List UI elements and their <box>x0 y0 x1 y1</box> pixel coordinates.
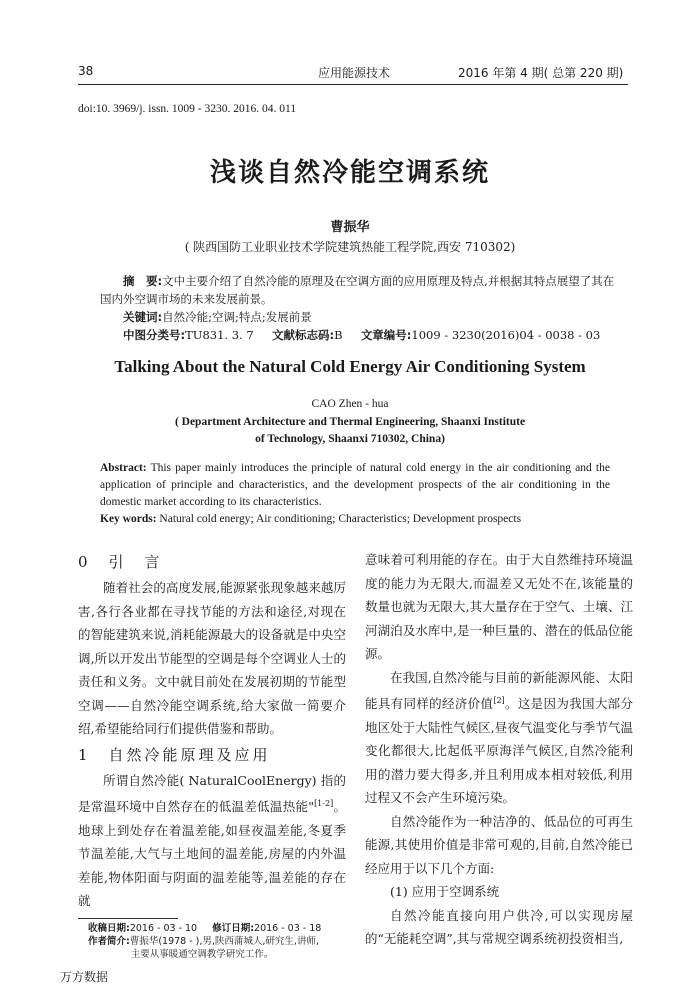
author-bio-2: 主要从事暖通空调教学研究工作。 <box>130 949 274 960</box>
paper-title-en: Talking About the Natural Cold Energy Air Conditioning System <box>114 357 586 376</box>
section-0-paragraph: 随着社会的高度发展,能源紧张现象越来越厉害,各行各业都在寻找节能的方法和途径,对现在的智能建筑来说,消耗能源最大的设备就是中央空调,所以开发出节能型的空调是每个空调业人士的责任和义务。文中就目前处在发展初期的节能型空调——自然冷能空调系统,给大家做一简要介绍,希望能给同行们提供借鉴和帮助。 <box>78 580 346 736</box>
doccode-value: B <box>334 328 343 342</box>
header-rule <box>78 84 628 85</box>
issue-info: 2016 年第 4 期( 总第 220 期) <box>458 66 624 80</box>
paper-title-zh: 浅谈自然冷能空调系统 <box>209 158 490 188</box>
author-en: CAO Zhen - hua <box>311 398 389 410</box>
article-no-value: 1009 - 3230(2016)04 - 0038 - 03 <box>411 328 601 342</box>
article-no-label: 文章编号: <box>360 328 412 342</box>
author-bio-1: 曹振华(1978 - ),男,陕西蒲城人,研究生,讲师, <box>129 936 319 947</box>
citation-2: [2] <box>493 696 505 705</box>
abstract-zh-text: 文中主要介绍了自然冷能的原理及在空调方面的应用原理及特点,并根据其特点展望了其在国内外空调市场的未来发展前景。 <box>100 274 615 306</box>
watermark: 万方数据 <box>60 970 109 984</box>
section-1-paragraph <box>78 769 346 913</box>
affiliation-zh: ( 陕西国防工业职业技术学院建筑热能工程学院,西安 710302) <box>184 240 516 254</box>
journal-name: 应用能源技术 <box>318 66 391 80</box>
citation-1-2: [1-2] <box>314 799 334 808</box>
revised-date: 2016 - 03 - 18 <box>254 923 322 934</box>
clc-value: TU831. 3. 7 <box>185 328 254 342</box>
abstract-en-text: This paper mainly introduces the principle of natural cold energy in the air conditioning and the application of principle and characteristics, and the development prospects of the air conditioning in the domestic market according to its characteristics. <box>100 462 610 508</box>
section-1-text-a: 所谓自然冷能( NaturalCoolEnergy) 指的是常温环境中自然存在的低温差低温热能" <box>78 772 346 815</box>
clc-label: 中图分类号: <box>123 328 186 342</box>
right-paragraph-4: 自然冷能直接向用户供冷,可以实现房屋的“无能耗空调”,其与常规空调系统初投资相当, <box>365 907 633 947</box>
section-1-text-b: 。地球上到处存在着温差能,如昼夜温差能,冬夏季节温差能,大气与土地间的温差能,房屋的内外温差能,物体阳面与阴面的温差能等,温差能的存在就 <box>78 799 346 909</box>
keywords-zh: 自然冷能;空调;特点;发展前景 <box>162 310 312 324</box>
keywords-zh-label: 关键词: <box>123 310 163 324</box>
abstract-en <box>100 460 610 528</box>
section-1-heading: 1 自然冷能原理及应用 <box>78 745 271 764</box>
subsection-1-heading: (1) 应用于空调系统 <box>390 884 500 900</box>
keywords-en-label: Key words: <box>100 513 157 525</box>
affiliation-en-line1: ( Department Architecture and Thermal Engineering, Shaanxi Institute <box>174 416 526 428</box>
author-bio-label: 作者简介: <box>88 936 130 947</box>
right-paragraph-3: 自然冷能作为一种洁净的、低品位的可再生能源,其使用价值是非常可观的,目前,自然冷能已经应用于以下几个方面: <box>365 813 633 876</box>
author-zh: 曹振华 <box>330 220 370 235</box>
section-0-heading: 0 引 言 <box>78 553 163 571</box>
right-paragraph-2 <box>365 666 633 810</box>
abstract-zh-label: 摘 要: <box>123 274 163 288</box>
keywords-en: Natural cold energy; Air conditioning; Characteristics; Development prospects <box>159 513 522 525</box>
doi: doi:10. 3969/j. issn. 1009 - 3230. 2016. 04. 011 <box>78 103 297 115</box>
revised-label: 修订日期: <box>212 923 255 934</box>
abstract-en-label: Abstract: <box>100 462 147 474</box>
right-paragraph-1: 意味着可利用能的存在。由于大自然维持环境温度的能力为无限大,而温差又无处不在,该能量的数量也就为无限大,其大量存在于空气、土壤、江河湖泊及水库中,是一种巨量的、潜在的低品位能源。 <box>365 552 633 661</box>
body-right-column <box>365 548 633 951</box>
affiliation-en-line2: of Technology, Shaanxi 710302, China) <box>255 433 445 445</box>
received-date: 2016 - 03 - 10 <box>129 923 198 934</box>
right-paragraph-2-a: 在我国,自然冷能与目前的新能源风能、太阳能具有同样的经济价值 <box>365 669 633 712</box>
doccode-label: 文献标志码: <box>271 328 335 342</box>
footnote-rule <box>78 918 178 919</box>
page-number: 38 <box>78 64 94 78</box>
footnote <box>88 922 358 961</box>
abstract-zh <box>100 272 620 344</box>
affiliation-en <box>120 414 580 448</box>
right-paragraph-2-b: 。这是因为我国大部分地区处于大陆性气候区,昼夜气温变化与季节气温变化都很大,比起低平原海洋气候区,自然冷能利用的潜力要大得多,并且利用成本相对较低,利用过程又不会产生环境污染。 <box>365 696 633 806</box>
received-label: 收稿日期: <box>88 923 130 934</box>
body-left-column <box>78 548 346 913</box>
